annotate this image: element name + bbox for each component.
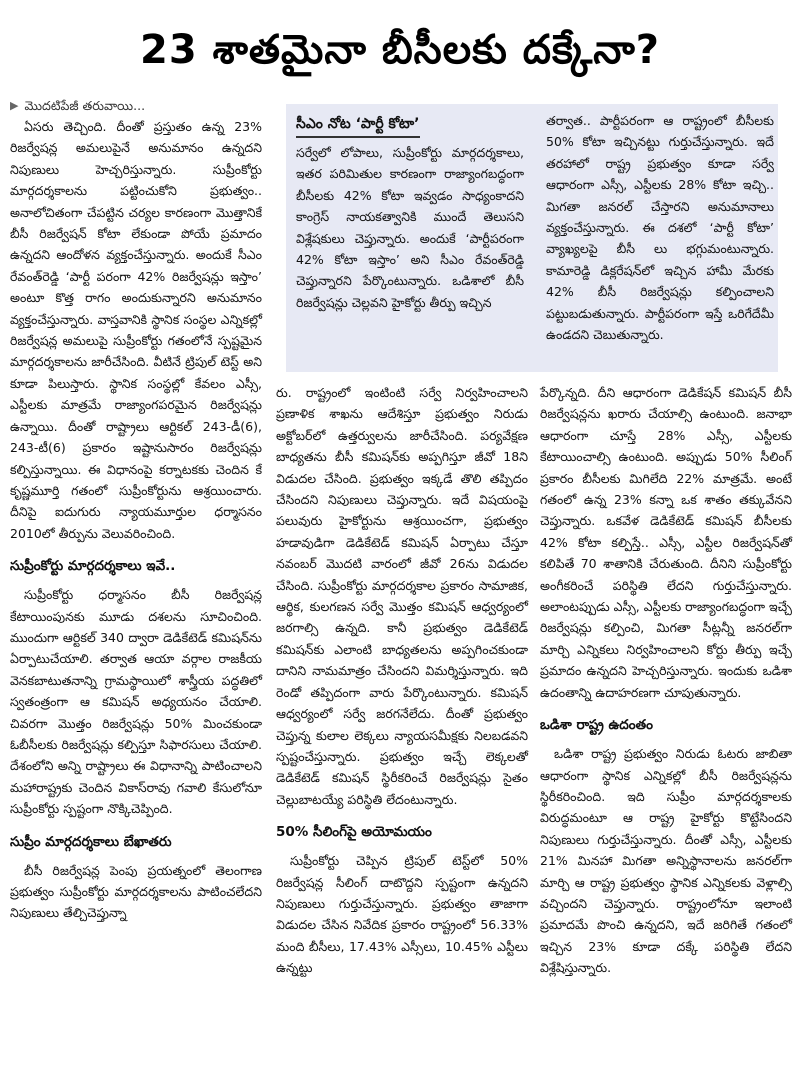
- box-left-text: సర్వేలో లోపాలు, సుప్రీంకోర్టు మార్గదర్శకాలు, ఇతర పరిమితుల కారణంగా రాజ్యాంగబద్ధంగా బీసీలకు 42% కోటా ఇవ్వడం సాధ్యంకాదని కాంగ్రెస్ నాయకత్వానికి ముందే తెలుసని విశ్లేషకులు చెప్తున్నారు. అందుకే ‘పార్టీపరంగా 42% కోటా ఇస్తాం’ అని సీఎం రేవంత్‌రెడ్డి చెప్తున్నారని పేర్కొంటున్నారు. ఒడిశాలో బీసీ రిజర్వేషన్లు చెల్లవని హైకోర్టు తీర్పు ఇచ్చిన: [296, 145, 524, 310]
- column-2-paragraph-1: రు. రాష్ట్రంలో ఇంటింటి సర్వే నిర్వహించాలని ప్రణాళిక శాఖను ఆదేశిస్తూ ప్రభుత్వం నిరుడు అక్టోబర్‌లో ఉత్తర్వులను జారీచేసింది. పర్యవేక్షణ బాధ్యతను బీసీ కమిషన్‌కు అప్పగిస్తూ జీవో 18ని విడుదల చేసింది. ప్రభుత్వం ఇక్కడే తొలి తప్పిదం చేసిందని నిపుణులు చెప్తున్నారు. ఇదే విషయంపై పలువురు హైకోర్టును ఆశ్రయించగా, ప్రభుత్వం హడావుడిగా డెడికేటెడ్ కమిషన్ ఏర్పాటు చేస్తూ నవంబర్ మొదటి వారంలో జీవో 26ను విడుదల చేసింది. సుప్రీంకోర్టు మార్గదర్శకాల ప్రకారం సామాజిక, ఆర్థిక, కులగణన సర్వే మొత్తం కమిషన్ ఆధ్వర్యంలో జరగాల్సి ఉన్నది. కానీ ప్రభుత్వం డెడికేటెడ్ కమిషన్‌కు ఎలాంటి బాధ్యతలను అప్పగించకుండా దానిని నామమాత్రం చేసిందని విమర్శిస్తున్నారు. ఇది రెండో తప్పిదంగా వారు పేర్కొంటున్నారు. కమిషన్ ఆధ్వర్యంలో సర్వే జరగనేలేదు. దీంతో ప్రభుత్వం చెప్తున్న కులాల లెక్కలు న్యాయసమీక్షకు నిలబడవని స్పష్టంచేస్తున్నారు. ప్రభుత్వం ఇచ్చే లెక్కలతో డెడికేటెడ్ కమిషన్ స్థిరీకరించే రిజర్వేషన్లు సైతం చెల్లుబాటయ్యే పరిస్థితి లేదంటున్నారు.: [276, 385, 528, 807]
- subhead-guidelines: సుప్రీంకోర్టు మార్గదర్శకాలు ఇవే..: [10, 558, 176, 575]
- column-1-paragraph-3: బీసీ రిజర్వేషన్ల పెంపు ప్రయత్నంలో తెలంగాణ ప్రభుత్వం సుప్రీంకోర్టు మార్గదర్శకాలను పాటించలేదని నిపుణులు తేల్చిచెప్తున్నా: [10, 862, 262, 921]
- column-3-paragraph-1: పేర్కొన్నది. దీని ఆధారంగా డెడికేషన్ కమిషన్ బీసీ రిజర్వేషన్లను ఖరారు చేయాల్సి ఉంటుంది. జనాభా ఆధారంగా చూస్తే 28% ఎస్సీ, ఎస్టీలకు కేటాయించాల్సి ఉంటుంది. అప్పుడు 50% సీలింగ్ ప్రకారం బీసీలకు మిగిలేది 22% మాత్రమే. అంటే గతంలో ఉన్న 23% కన్నా ఒక శాతం తక్కువేనని చెప్తున్నారు. ఒకవేళ డెడికేటెడ్ కమిషన్ బీసీలకు 42% కోటా కల్పిస్తే.. ఎస్సీ, ఎస్టీల రిజర్వేషన్‌తో కలిపితే 70 శాతానికి చేరుతుంది. దీనిని సుప్రీంకోర్టు అంగీకరించే పరిస్థితి లేదని గుర్తుచేస్తున్నారు. అలాంటప్పుడు ఎస్సీ, ఎస్టీలకు రాజ్యాంగబద్ధంగా ఇచ్చే రిజర్వేషన్లు కల్పించి, మిగతా సీట్లన్నీ జనరల్‌గా మార్చి ఎన్నికలు నిర్వహించాలని కోర్టు తీర్పు ఇచ్చే ప్రమాదం ఉన్నదని హెచ్చరిస్తున్నారు. ఇందుకు ఒడిశా ఉదంతాన్ని ఉదాహరణగా చూపుతున్నారు.: [540, 385, 792, 700]
- sidebar-box: [286, 104, 778, 372]
- kicker-text: మొదటిపేజీ తరువాయి...: [24, 98, 146, 113]
- column-2-paragraph-2: సుప్రీంకోర్టు చెప్పిన ట్రిపుల్ టెస్ట్‌లో 50% రిజర్వేషన్ల సీలింగ్ దాటొద్దని స్పష్టంగా ఉన్నదని నిపుణులు గుర్తుచేస్తున్నారు. ప్రభుత్వం తాజాగా విడుదల చేసిన నివేదిక ప్రకారం రాష్ట్రంలో 56.33% మంది బీసీలు, 17.43% ఎస్సీలు, 10.45% ఎస్టీలు ఉన్నట్టు: [276, 853, 528, 976]
- article-body: [10, 96, 790, 1076]
- column-1: [10, 96, 262, 924]
- headline: 23 శాతమైనా బీసీలకు దక్కేనా?: [140, 27, 660, 73]
- subhead-odisha: ఒడిశా రాష్ట్ర ఉదంతం: [540, 717, 653, 734]
- triangle-right-icon: ▶: [10, 99, 19, 112]
- subhead-ignored: సుప్రీం మార్గదర్శకాలు బేఖాతరు: [10, 833, 172, 850]
- subhead-ceiling: 50% సీలింగ్‌పై అయోమయం: [276, 824, 432, 841]
- column-2: [276, 382, 528, 979]
- kicker: [10, 96, 262, 116]
- box-title: సీఎం నోట ‘పార్టీ కోటా’: [296, 112, 420, 138]
- column-1-paragraph-1: ఏసరు తెచ్చింది. దీంతో ప్రస్తుతం ఉన్న 23% రిజర్వేషన్ల అమలుపైనే అనుమానం ఉన్నదని నిపుణులు హెచ్చరిస్తున్నారు. సుప్రీంకోర్టు మార్గదర్శకాలను పట్టించుకోని ప్రభుత్వం.. అనాలోచితంగా చేపట్టిన చర్యల కారణంగా మొత్తానికే బీసీ రిజర్వేషన్ కోటా లేకుండా పోయే ప్రమాదం ఉన్నదని ఆందోళన వ్యక్తంచేస్తున్నారు. అందుకే సీఎం రేవంత్‌రెడ్డి ‘పార్టీ పరంగా 42% రిజర్వేషన్లు ఇస్తాం’ అంటూ కొత్త రాగం అందుకున్నారని అనుమానం వ్యక్తంచేస్తున్నారు. వాస్తవానికి స్థానిక సంస్థల ఎన్నికల్లో రిజర్వేషన్ల అమలుపై సుప్రీంకోర్టు గతంలోనే స్పష్టమైన మార్గదర్శకాలను జారీచేసింది. వీటినే ట్రిపుల్ టెస్ట్ అని కూడా పిలుస్తారు. స్థానిక సంస్థల్లో కేవలం ఎస్సీ, ఎస్టీలకు మాత్రమే రాజ్యాంగపరమైన రిజర్వేషన్లు ఉన్నాయి. దీంతో రాష్ట్రాలు ఆర్టికల్ 243-డీ(6), 243-టీ(6) ప్రకారం ఇష్టానుసారం రిజర్వేషన్లు కల్పిస్తున్నాయి. ఈ విధానంపై కర్నాటకకు చెందిన కే కృష్ణమూర్తి గతంలో సుప్రీంకోర్టును ఆశ్రయించారు. దీనిపై ఐదుగురు న్యాయమూర్తుల ధర్మాసనం 2010లో తీర్పును వెలువరించింది.: [10, 119, 262, 541]
- box-right-text: తర్వాత.. పార్టీపరంగా ఆ రాష్ట్రంలో బీసీలకు 50% కోటా ఇచ్చినట్టు గుర్తుచేస్తున్నారు. ఇదే తరహాలో రాష్ట్ర ప్రభుత్వం కూడా సర్వే ఆధారంగా ఎస్సీ, ఎస్టీలకు 28% కోటా ఇచ్చి.. మిగతా జనరల్ చేస్తారని అనుమానాలు వ్యక్తంచేస్తున్నారు. ఈ దశలో ‘పార్టీ కోటా’ వ్యాఖ్యలపై బీసీ లు భగ్గుమంటున్నారు. కామారెడ్డి డిక్లరేషన్‌లో ఇచ్చిన హామీ మేరకు 42% బీసీ రిజర్వేషన్లు కల్పించాలని పట్టుబడుతున్నారు. పార్టీపరంగా ఇస్తే ఒరిగేదేమీ ఉండదని చెబుతున్నారు.: [546, 113, 774, 343]
- column-1-paragraph-2: సుప్రీంకోర్టు ధర్మాసనం బీసీ రిజర్వేషన్ల కేటాయింపునకు మూడు దశలను సూచించింది. ముందుగా ఆర్టికల్ 340 ద్వారా డెడికేటెడ్ కమిషన్‌ను ఏర్పాటుచేయాలి. తర్వాత ఆయా వర్గాల రాజకీయ వెనకబాటుతనాన్ని గ్రామస్థాయిలో శాస్త్రీయ పద్ధతిలో స్వతంత్రంగా ఆ కమిషన్ అధ్యయనం చేయాలి. చివరగా మొత్తం రిజర్వేషన్లు 50% మించకుండా ఓబీసీలకు రిజర్వేషన్లు కల్పిస్తూ సిఫారసులు చేయాలి. దేశంలోని అన్ని రాష్ట్రాలు ఈ విధానాన్ని పాటించాలని మహారాష్ట్రకు చెందిన వికాస్‌రావు గవాలి కేసులోనూ సుప్రీంకోర్టు స్పష్టంగా నొక్కిచెప్పింది.: [10, 587, 262, 817]
- column-3: [540, 382, 792, 979]
- column-3-paragraph-2: ఒడిశా రాష్ట్ర ప్రభుత్వం నిరుడు ఓటరు జాబితా ఆధారంగా స్థానిక ఎన్నికల్లో బీసీ రిజర్వేషన్లను స్థిరీకరించింది. ఇది సుప్రీం మార్గదర్శకాలకు విరుద్ధమంటూ ఆ రాష్ట్ర హైకోర్టు కొట్టేసిందని నిపుణులు గుర్తుచేస్తున్నారు. దీంతో ఎస్సీ, ఎస్టీలకు 21% మినహా మిగతా అన్నిస్థానాలను జనరల్‌గా మార్చి ఆ రాష్ట్ర ప్రభుత్వం స్థానిక ఎన్నికలకు వెళ్లాల్సి వచ్చిందని చెప్తున్నారు. రాష్ట్రంలోనూ ఇలాంటి ప్రమాదమే పొంచి ఉన్నదని, ఇదే జరిగితే గతంలో ఇచ్చిన 23% కూడా దక్కే పరిస్థితి లేదని విశ్లేషిస్తున్నారు.: [540, 746, 792, 976]
